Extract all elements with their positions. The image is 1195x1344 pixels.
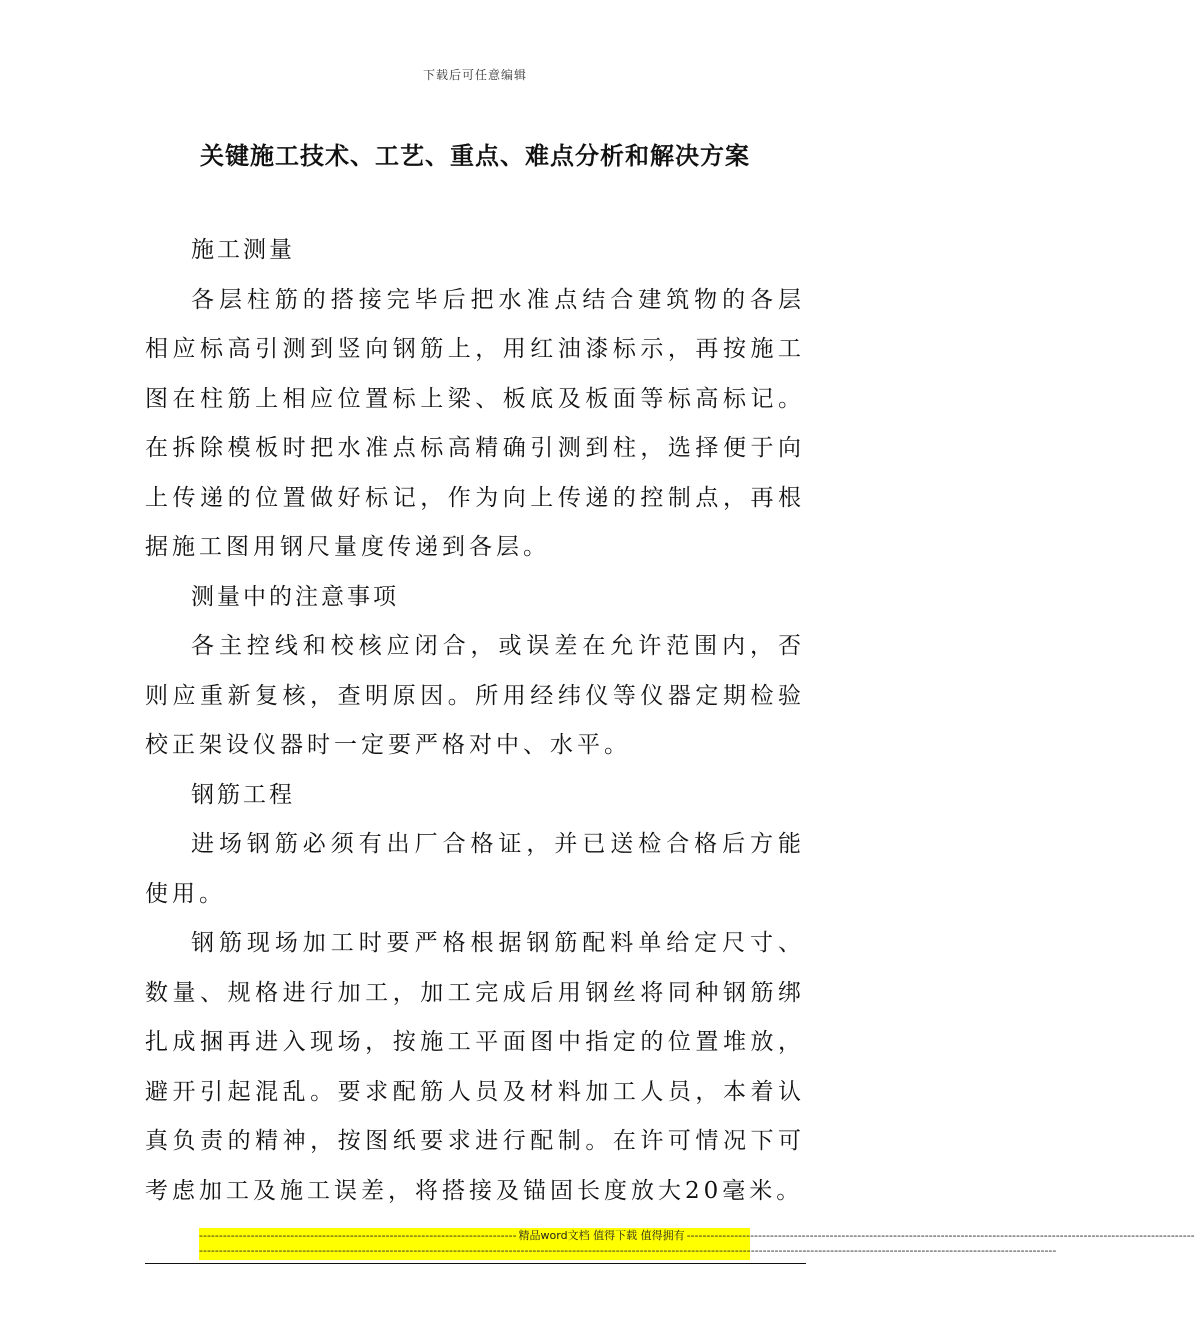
footer-banner	[199, 1228, 1195, 1260]
dash-filler: ------------------------------------------------------------------------------------------------------------------------------------------------------------------------------------------------------------------------	[199, 1244, 1057, 1257]
document-title: 关键施工技术、工艺、重点、难点分析和解决方案	[200, 141, 750, 170]
section-heading: 测量中的注意事项	[191, 583, 399, 610]
dash-filler: --------------------------------------------------------------------------------------------------------------------------------	[686, 1229, 1195, 1242]
body-paragraph: 各主控线和校核应闭合，或误差在允许范围内，否则应重新复核，查明原因。所用经纬仪等仪器定期检验校正架设仪器时一定要严格对中、水平。	[145, 633, 805, 758]
footer-divider	[145, 1263, 806, 1264]
dash-filler: --------------------------------------------------------------------------------	[199, 1229, 517, 1242]
body-paragraph: 各层柱筋的搭接完毕后把水准点结合建筑物的各层相应标高引测到竖向钢筋上，用红油漆标示，再按施工图在柱筋上相应位置标上梁、板底及板面等标高标记。在拆除模板时把水准点标高精确引测到柱，选择便于向上传递的位置做好标记，作为向上传递的控制点，再根据施工图用钢尺量度传递到各层。	[145, 286, 805, 560]
document-body	[145, 226, 805, 1216]
footer-banner-row-1	[199, 1228, 1195, 1243]
footer-banner-text: 精品word文档 值得下载 值得拥有	[518, 1229, 685, 1242]
body-paragraph: 钢筋现场加工时要严格根据钢筋配料单给定尺寸、数量、规格进行加工，加工完成后用钢丝将同种钢筋绑扎成捆再进入现场，按施工平面图中指定的位置堆放，避开引起混乱。要求配筋人员及材料加工人员，本着认真负责的精神，按图纸要求进行配制。在许可情况下可考虑加工及施工误差，将搭接及锚固长度放大20毫米。	[145, 930, 805, 1204]
footer-banner-row-2	[199, 1243, 1057, 1258]
section-heading: 施工测量	[191, 237, 295, 263]
body-paragraph: 进场钢筋必须有出厂合格证，并已送检合格后方能使用。	[145, 831, 805, 907]
header-note: 下载后可任意编辑	[422, 68, 527, 82]
section-heading: 钢筋工程	[191, 781, 295, 808]
